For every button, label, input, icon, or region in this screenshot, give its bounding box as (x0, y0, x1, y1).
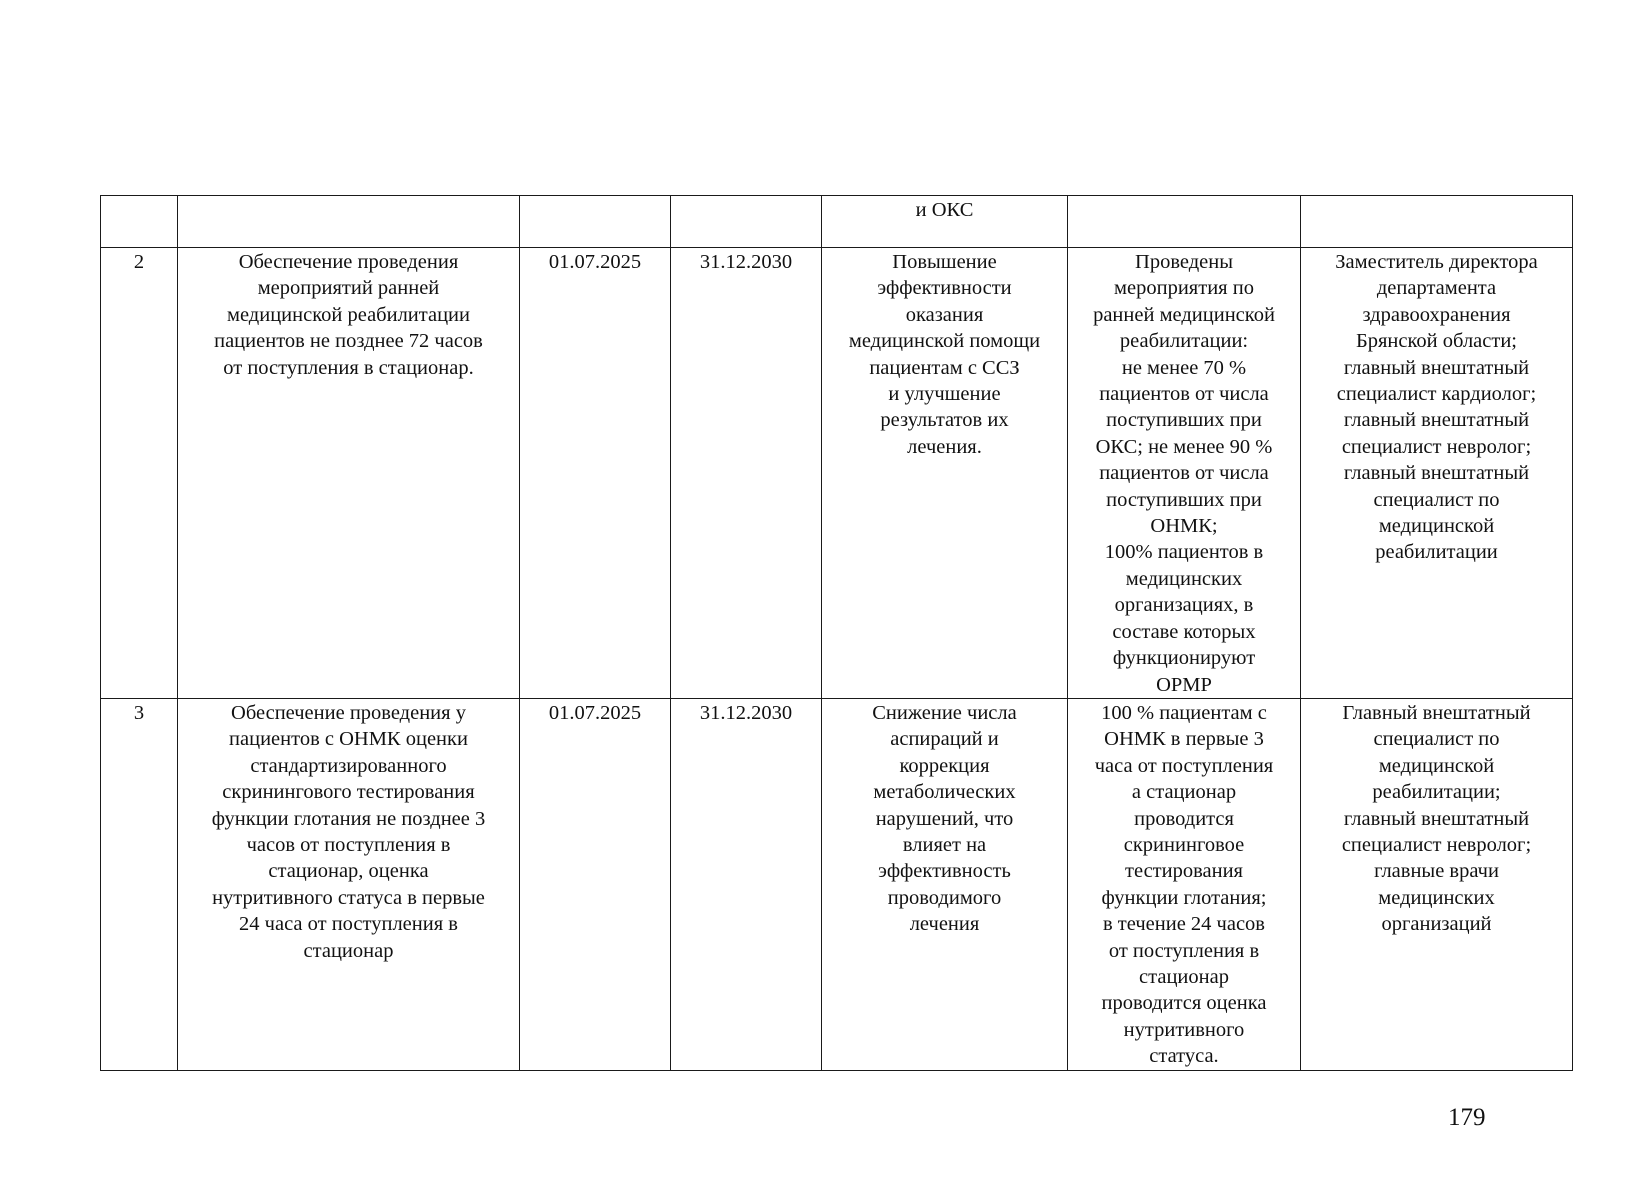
activity-cell: Обеспечение проведения у пациентов с ОНМК оценки стандартизированного скринингового тестирования функции глотания не позднее 3 часов от поступления в стационар, оценка нутритивного статуса в первые 24 часа от поступления в стационар (178, 698, 520, 1070)
end-date-cell: 31.12.2030 (671, 698, 822, 1070)
table-row (101, 196, 1573, 248)
indicator-cell (1068, 196, 1301, 248)
row-number-cell: 2 (101, 248, 178, 699)
page-number: 179 (1448, 1104, 1486, 1131)
start-date-cell: 01.07.2025 (520, 698, 671, 1070)
result-cell: и ОКС (822, 196, 1068, 248)
table-row (101, 248, 1573, 699)
responsible-cell (1301, 196, 1573, 248)
responsible-cell: Главный внештатный специалист по медицинской реабилитации; главный внештатный специалист невролог; главные врачи медицинских организаций (1301, 698, 1573, 1070)
end-date-cell: 31.12.2030 (671, 248, 822, 699)
end-date-cell (671, 196, 822, 248)
row-number-cell: 3 (101, 698, 178, 1070)
result-cell: Повышение эффективности оказания медицинской помощи пациентам с ССЗ и улучшение результатов их лечения. (822, 248, 1068, 699)
responsible-cell: Заместитель директора департамента здравоохранения Брянской области; главный внештатный специалист кардиолог; главный внештатный специалист невролог; главный внештатный специалист по медицинской реабилитации (1301, 248, 1573, 699)
activities-table (100, 195, 1573, 1071)
start-date-cell: 01.07.2025 (520, 248, 671, 699)
indicator-cell: Проведены мероприятия по ранней медицинской реабилитации: не менее 70 % пациентов от числа поступивших при ОКС; не менее 90 % пациентов от числа поступивших при ОНМК; 100% пациентов в медицинских организациях, в составе которых функционируют ОРМР (1068, 248, 1301, 699)
indicator-cell: 100 % пациентам с ОНМК в первые 3 часа от поступления а стационар проводится скрининговое тестирования функции глотания; в течение 24 часов от поступления в стационар проводится оценка нутритивного статуса. (1068, 698, 1301, 1070)
row-number-cell (101, 196, 178, 248)
activity-cell: Обеспечение проведения мероприятий ранней медицинской реабилитации пациентов не позднее 72 часов от поступления в стационар. (178, 248, 520, 699)
start-date-cell (520, 196, 671, 248)
activity-cell (178, 196, 520, 248)
result-cell: Снижение числа аспираций и коррекция метаболических нарушений, что влияет на эффективность проводимого лечения (822, 698, 1068, 1070)
table-row (101, 698, 1573, 1070)
